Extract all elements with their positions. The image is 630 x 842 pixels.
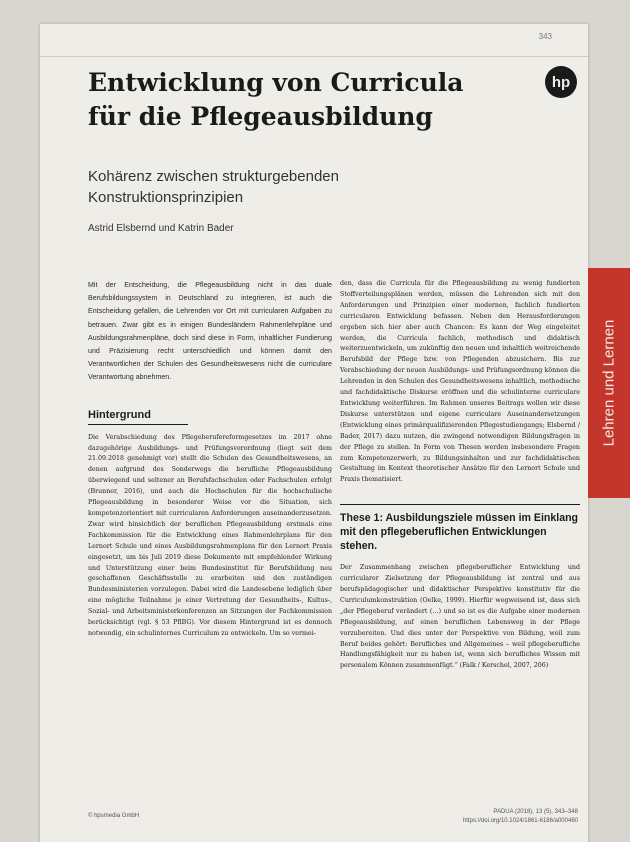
footer-copyright: © hpsmedia GmbH (88, 813, 140, 819)
article-subtitle: Kohärenz zwischen strukturgebenden Konstruktionsprinzipien (88, 168, 339, 206)
publisher-logo: hp (545, 66, 577, 98)
abstract: Mit der Entscheidung, die Pflegeausbildung nicht in das duale Berufsbildungssystem in Deutschland zu integrieren, ist auch die Entscheidung gefallen, die Lehrenden vor Ort mit curricularen Aufgaben zu betrauen. Zwar gibt es in einigen Bundesländern Rahmenlehrpläne und Ausbildungsrahmenpläne, doch sind diese in Form, inhaltlicher Fundierung und Präzisierung recht unterschiedlich und können damit den Verantwortlichen der Schulen des Gesundheitswesens nicht die curriculare Verantwortung abnehmen. (88, 281, 332, 382)
body-text-left: Die Verabschiedung des Pflegeberufereformgesetzes im 2017 ohne dazugehörige Ausbildungs- und Prüfungsverordnung (liegt seit dem 21.09.2018 genehmigt vor) stellt die Schulen des Gesundheitswesens, an denen aufgrund des Sonderwegs die berufliche Pflegeausbildung überwiegend und seltener an Berufsfachschulen oder Fachschulen erfolgt (Brunner, 2016), und auch die Hochschulen für die hochschulische Pflegeausbildung in besonderer Weise vor die Situation, sich kompetenzorientiert mit curricularen Anforderungen auseinanderzusetzen. Zwar wird hinsichtlich der beruflichen Pflegeausbildung erstmals eine Fachkommission für die Entwicklung eines Rahmenlehrplans für den Lernort Schule und eines Ausbildungsrahmenplans für den Lernort Praxis eingesetzt, um bis Juli 2019 diese Dokumente mit empfehlender Wirkung und Unterstützung einer beim Bundesinstitut für Berufsbildung neu geschaffenen Geschäftsstelle zu erarbeiten und den zuständigen Bundesministerien vorzulegen. Dabei wird die Landesebene lediglich über eine mögliche Teilnahme je einer Vertretung der Gesundheits-, Kultus-, Sozial- und Arbeitsministerkonferenzen an Sitzungen der Fachkommission berücksichtigt (vgl. § 53 PflBG). Vor diesem Hintergrund ist es dennoch notwendig, ein schulinternes Curriculum zu entwickeln. Um so vermei- (88, 433, 332, 637)
body-text-right: den, dass die Curricula für die Pflegeausbildung zu wenig fundierten Stoffverteilungsplänen werden, müssen die Lehrenden sich mit den Anforderungen und Prinzipien einer modernen, fachlich fundierten curricularen Entwicklung befassen. Neben den Herausforderungen ergeben sich hier aber auch Chancen: Es kann der Weg eingeleitet werden, die Curricula fachlich, methodisch und didaktisch weiterzuentwickeln, um zukünftig den neuen und inhaltlich weitreichende Berufsbild der Pflege bzw. von Pflegenden abzusichern. Bis zur Verabschiedung der neuen Ausbildungs- und Prüfungsordnung können die Lehrenden in den Schulen des Gesundheitswesens inhaltlich, methodische und fachdidaktische Diskurse eröffnen und die schulinterne curriculare Entwicklung weiterführen. Im Rahmen unseres Beitrags wollen wir diese Diskurse unterstützen und eigene curriculare Auseinandersetzungen (Entwicklung eines primärqualifizierenden Pflegestudiengangs; Elsbernd / Bader, 2017) dazu nutzen, die zwingend notwendigen Bildungsfragen in der Pflege zu stellen. In Form von Thesen werden insbesondere Fragen zum Kompetenzerwerb, zu Bildungsinhalten und zur fachdidaktischen Gestaltung im Kontext theoretischer Ansätze für den Lernort Schule und Praxis thematisiert. (340, 280, 580, 484)
left-column (88, 279, 332, 640)
section-heading: Hintergrund (88, 409, 188, 425)
thesis-heading: These 1: Ausbildungsziele müssen im Einklang mit den pflegeberuflichen Entwicklungen stehen. (340, 504, 580, 553)
doi-link[interactable]: https://doi.org/10.1024/1861-6186/a000460 (462, 818, 578, 824)
body-text-right-2: Der Zusammenhang zwischen pflegeberuflicher Entwicklung und curricularer Zielsetzung der Pflegeausbildung ist zentral und aus berufspädagogischer und didaktischer Perspektive konstitutiv für die Curriculumkonstruktion (Oelke, 1999). Hierfür wegweisend ist, dass sich „der Pflegeberuf verändert (…) und so ist es die Aufgabe einer modernen Pflegeausbildung, auf einen beruflichen Lebensweg in der Pflege vorzubereiten. Und dies unter der Perspektive von Bildung, weil zum Beruf beides gehört: Berufliches und Allgemeines – weil pflegeberufliche Handlungsfähigkeit nur zu haben ist, wenn sich berufliches Wissen mit personalem Können zusammenfügt.“ (Falk / Kerschel, 2007, 206) (340, 564, 580, 670)
citation-line: PADUA (2018), 13 (5), 343–348 (493, 809, 578, 815)
page-number: 343 (538, 32, 552, 41)
right-column (340, 279, 580, 672)
article-page (40, 24, 588, 842)
footer-citation (463, 808, 578, 826)
section-tab (588, 268, 630, 498)
section-tab-label: Lehren und Lernen (600, 319, 618, 447)
article-title: Entwicklung von Curricula für die Pflegeausbildung (88, 68, 464, 131)
authors: Astrid Elsbernd und Katrin Bader (88, 223, 234, 234)
header-rule (40, 56, 588, 57)
